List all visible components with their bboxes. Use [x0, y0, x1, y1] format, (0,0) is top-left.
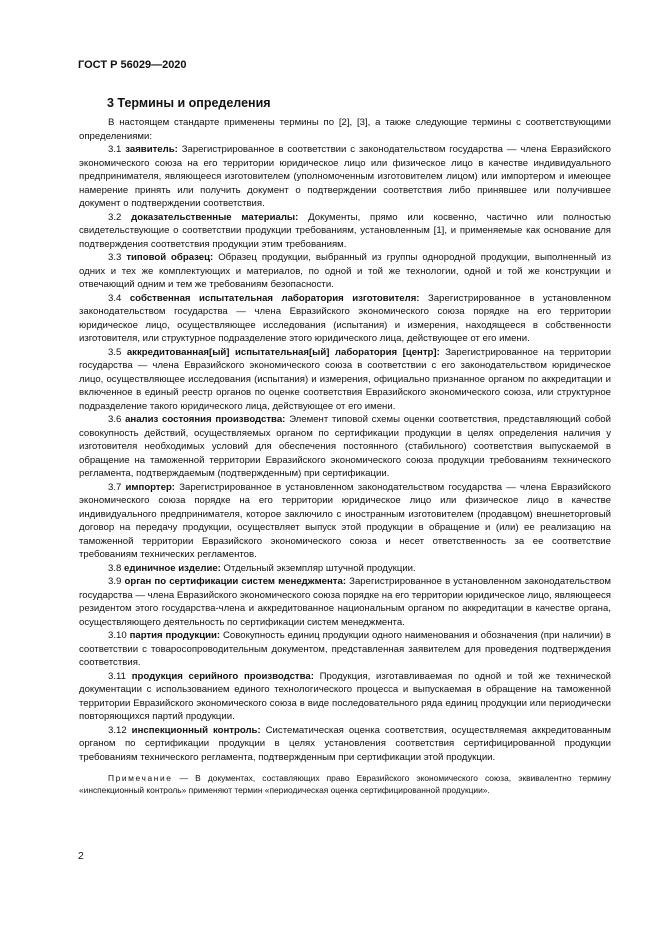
term-name: инспекционный контроль: — [131, 724, 261, 736]
term-entry — [79, 413, 611, 481]
intro-paragraph: В настоящем стандарте применены термины по [2], [3], а также следующие термины с соответствующими определениями: — [79, 117, 611, 142]
term-entry — [79, 211, 611, 252]
term-definition: Элемент типовой схемы оценки соответствия, представляющий собой совокупность действий, осуществляемых органом по сертификации продукции в целях определения наличия у изготовителя необходимых условий для обеспечения постоянного (стабильного) соответствия выпускаемой в обращение на таможенной территории Евразийского экономического союза продукции требованиям технического регламента, подтверждаемым (подтвержденным) при сертификации. — [79, 414, 611, 479]
term-entry — [79, 629, 611, 670]
terms-list — [79, 143, 611, 764]
term-name: единичное изделие: — [124, 562, 221, 574]
term-definition: Совокупность единиц продукции одного наименования и обозначения (при наличии) в соответствии с товаросопроводительным документом, представленная заявителем для проведения подтверждения соответствия. — [79, 630, 611, 668]
term-number: 3.12 — [108, 724, 127, 736]
term-definition: Документы, прямо или косвенно, частично или полностью свидетельствующие о соответствии продукции требованиям, установленным [1], и применяемые как основание для подтверждения соответствия продукции этим требованиям. — [79, 211, 611, 250]
term-definition: Зарегистрированное на территории государства — члена Евразийского экономического союза в соответствии с его законодательством юридическое лицо, осуществляющее исследования (испытания) и измерения, официально признанное органом по аккредитации и включенное в единый реестр органов по оценке соответствия Евразийского экономического союза, или структурное подразделение такого юридического лица, действующее от его имени. — [79, 346, 611, 412]
term-name: аккредитованная[ый] испытательная[ый] лаборатория [центр]: — [126, 346, 440, 358]
term-name: доказательственные материалы: — [131, 211, 299, 223]
term-entry — [79, 346, 611, 414]
term-definition: Систематическая оценка соответствия, осуществляемая аккредитованным органом по сертификации продукции в целях установления соответствия сертифицированной продукции требованиям технического регламента, подтвержденным при сертификации этой продукции. — [79, 724, 611, 763]
term-definition: Зарегистрированное в установленном законодательством государства — члена Евразийского экономического союза порядке на его территории юридическое лицо или физическое лицо в качестве индивидуального предпринимателя, которое заключило с иностранным изготовителем (продавцом) внешнеторговый договор на передачу продукции, осуществляет выпуск этой продукции в обращение и (или) ее реализацию на таможенной территории Евразийского экономического союза и несет ответственность за ее соответствие требованиям технических регламентов. — [79, 481, 612, 560]
page-number: 2 — [78, 850, 84, 862]
term-number: 3.11 — [108, 670, 126, 682]
term-number: 3.8 — [108, 562, 122, 574]
term-name: импортер: — [125, 481, 176, 493]
term-entry — [79, 562, 611, 576]
term-definition: Зарегистрированное в установленном законодательством государства — члена Евразийского экономического союза порядке на его территории юридическое лицо, являющееся резидентом этого государства-члена и аккредитованное национальным органом по аккредитации в качестве органа, осуществляющего деятельность по сертификации систем менеджмента. — [79, 576, 612, 628]
term-number: 3.2 — [108, 211, 122, 223]
term-entry — [79, 670, 611, 724]
term-name: партия продукции: — [129, 630, 221, 641]
term-definition: Зарегистрированное в установленном законодательством государства — члена Евразийского экономического союза порядке на его территории юридическое лицо, осуществляющее исследования (испытания) и измерения, находящееся в собственности изготовителя, или структурное подразделение этого юридического лица, действующее от его имени. — [79, 292, 611, 344]
note-paragraph — [79, 772, 611, 796]
term-name: анализ состояния производства: — [125, 414, 286, 425]
term-number: 3.9 — [108, 576, 122, 587]
term-entry — [79, 481, 611, 562]
section-title: 3 Термины и определения — [107, 96, 271, 110]
term-entry — [79, 575, 611, 629]
term-definition: Отдельный экземпляр штучной продукции. — [223, 562, 416, 574]
term-entry — [79, 251, 611, 292]
note-label: Примечание — [108, 773, 173, 783]
term-name: продукция серийного производства: — [131, 670, 314, 682]
term-name: типовой образец: — [126, 252, 214, 263]
term-name: заявитель: — [125, 144, 178, 155]
term-number: 3.5 — [108, 346, 122, 358]
document-id: ГОСТ Р 56029—2020 — [78, 59, 187, 71]
note-text: — В документах, составляющих право Евразийского экономического союза, эквивалентно термину «инспекционный контроль» применяют термин «периодическая оценка сертифицированной продукции». — [79, 773, 611, 795]
term-number: 3.6 — [108, 414, 122, 425]
term-name: собственная испытательная лаборатория изготовителя: — [129, 292, 420, 304]
term-name: орган по сертификации систем менеджмента: — [124, 576, 347, 587]
term-number: 3.7 — [108, 481, 122, 493]
term-definition: Зарегистрированное в соответствии с законодательством государства — члена Евразийского экономического союза на его территории юридическое лицо или физическое лицо в качестве индивидуального предпринимателя, являющееся изготовителем (уполномоченным изготовителем лицом) или импортером и имеющее намерение принять или получить документ о подтверждении соответствия либо принявшее или получившее документ о подтверждении соответствия. — [79, 144, 611, 209]
term-definition: Образец продукции, выбранный из группы однородной продукции, выполненный из одних и тех же комплектующих и материалов, по одной и той же технологии, одной и той же конструкции и отвечающий одним и тем же требованиям безопасности. — [79, 252, 611, 290]
term-number: 3.10 — [108, 630, 127, 641]
section-body — [79, 116, 611, 796]
term-number: 3.1 — [108, 144, 122, 155]
term-entry — [79, 292, 611, 346]
term-definition: Продукция, изготавливаемая по одной и той же технической документации с использованием единого технологического процесса и выпускаемая в обращение на таможенной территории Евразийского экономического союза в виде последовательного ряда единиц продукции или периодически повторяющихся партий продукции. — [79, 670, 612, 722]
term-number: 3.3 — [108, 252, 122, 263]
term-number: 3.4 — [108, 292, 122, 304]
term-entry — [79, 143, 611, 211]
term-entry — [79, 724, 611, 765]
